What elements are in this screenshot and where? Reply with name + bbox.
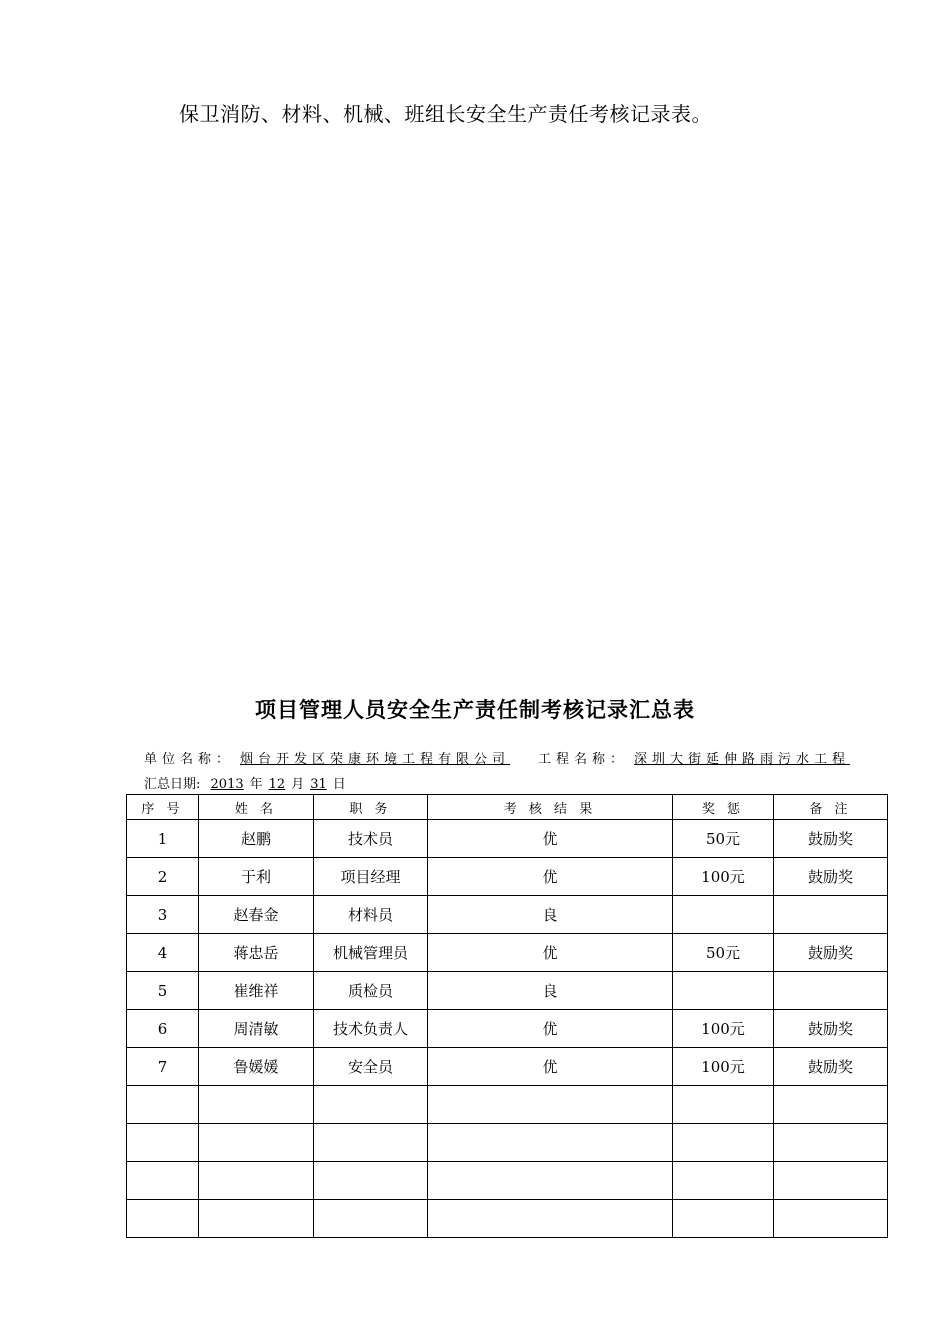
header-result: 考 核 结 果 <box>428 795 673 820</box>
table-row <box>127 820 888 858</box>
cell-name <box>199 1086 314 1124</box>
cell-reward <box>673 972 774 1010</box>
month-suffix: 月 <box>291 777 305 792</box>
cell-position: 技术负责人 <box>314 1010 428 1048</box>
unit-name-value: 烟台开发区荣康环境工程有限公司 <box>240 752 511 767</box>
table-row <box>127 972 888 1010</box>
table-row <box>127 1162 888 1200</box>
cell-position: 技术员 <box>314 820 428 858</box>
header-reward: 奖 惩 <box>673 795 774 820</box>
cell-name: 崔维祥 <box>199 972 314 1010</box>
table-row <box>127 1086 888 1124</box>
unit-name-label: 单位名称： <box>144 752 235 767</box>
cell-result: 良 <box>428 896 673 934</box>
cell-result: 优 <box>428 858 673 896</box>
cell-name <box>199 1200 314 1238</box>
document-intro-line: 保卫消防、材料、机械、班组长安全生产责任考核记录表。 <box>179 102 712 126</box>
cell-position: 质检员 <box>314 972 428 1010</box>
cell-remark <box>774 1200 888 1238</box>
cell-reward <box>673 1086 774 1124</box>
cell-remark: 鼓励奖 <box>774 858 888 896</box>
assessment-summary-table <box>126 794 888 1238</box>
cell-result: 优 <box>428 934 673 972</box>
cell-result: 优 <box>428 1048 673 1086</box>
cell-position: 安全员 <box>314 1048 428 1086</box>
table-row <box>127 896 888 934</box>
year-suffix: 年 <box>249 777 263 792</box>
cell-index: 3 <box>127 896 199 934</box>
cell-remark <box>774 1124 888 1162</box>
cell-index <box>127 1086 199 1124</box>
cell-remark <box>774 1086 888 1124</box>
summary-date-line <box>144 773 346 792</box>
cell-name: 蒋忠岳 <box>199 934 314 972</box>
cell-name <box>199 1124 314 1162</box>
cell-result <box>428 1124 673 1162</box>
header-name: 姓 名 <box>199 795 314 820</box>
header-remark: 备 注 <box>774 795 888 820</box>
cell-result <box>428 1162 673 1200</box>
cell-index <box>127 1200 199 1238</box>
cell-name: 于利 <box>199 858 314 896</box>
cell-remark: 鼓励奖 <box>774 934 888 972</box>
table-row <box>127 934 888 972</box>
summary-table-title: 项目管理人员安全生产责任制考核记录汇总表 <box>255 697 695 722</box>
cell-position <box>314 1200 428 1238</box>
cell-index <box>127 1124 199 1162</box>
cell-reward: 100元 <box>673 1010 774 1048</box>
cell-name: 赵春金 <box>199 896 314 934</box>
cell-position <box>314 1086 428 1124</box>
unit-project-line <box>144 748 856 767</box>
cell-remark: 鼓励奖 <box>774 820 888 858</box>
cell-result: 良 <box>428 972 673 1010</box>
table-row <box>127 1200 888 1238</box>
cell-index <box>127 1162 199 1200</box>
day-suffix: 日 <box>332 777 346 792</box>
cell-remark <box>774 1162 888 1200</box>
cell-index: 6 <box>127 1010 199 1048</box>
cell-reward <box>673 1162 774 1200</box>
cell-index: 7 <box>127 1048 199 1086</box>
cell-index: 5 <box>127 972 199 1010</box>
cell-position: 材料员 <box>314 896 428 934</box>
summary-date-day: 31 <box>310 777 327 792</box>
table-header-row <box>127 795 888 820</box>
table-row <box>127 1010 888 1048</box>
cell-reward <box>673 1124 774 1162</box>
cell-index: 1 <box>127 820 199 858</box>
cell-remark <box>774 896 888 934</box>
cell-reward: 100元 <box>673 1048 774 1086</box>
header-position: 职 务 <box>314 795 428 820</box>
cell-reward <box>673 896 774 934</box>
cell-name <box>199 1162 314 1200</box>
table-row <box>127 1048 888 1086</box>
cell-result: 优 <box>428 820 673 858</box>
cell-position: 机械管理员 <box>314 934 428 972</box>
cell-reward: 100元 <box>673 858 774 896</box>
summary-date-month: 12 <box>268 777 286 792</box>
cell-position <box>314 1162 428 1200</box>
project-name-label: 工程名称： <box>538 752 629 767</box>
cell-index: 4 <box>127 934 199 972</box>
cell-name: 赵鹏 <box>199 820 314 858</box>
cell-position <box>314 1124 428 1162</box>
cell-remark <box>774 972 888 1010</box>
cell-reward: 50元 <box>673 820 774 858</box>
cell-remark: 鼓励奖 <box>774 1010 888 1048</box>
summary-date-year: 2013 <box>210 777 244 792</box>
cell-reward: 50元 <box>673 934 774 972</box>
project-name-value: 深圳大街延伸路雨污水工程 <box>634 752 851 767</box>
cell-name: 周清敏 <box>199 1010 314 1048</box>
cell-reward <box>673 1200 774 1238</box>
cell-remark: 鼓励奖 <box>774 1048 888 1086</box>
header-index: 序 号 <box>127 795 199 820</box>
cell-name: 鲁媛媛 <box>199 1048 314 1086</box>
cell-result <box>428 1086 673 1124</box>
table-row <box>127 858 888 896</box>
cell-result <box>428 1200 673 1238</box>
summary-date-label: 汇总日期: <box>144 777 201 792</box>
cell-index: 2 <box>127 858 199 896</box>
cell-position: 项目经理 <box>314 858 428 896</box>
cell-result: 优 <box>428 1010 673 1048</box>
table-row <box>127 1124 888 1162</box>
